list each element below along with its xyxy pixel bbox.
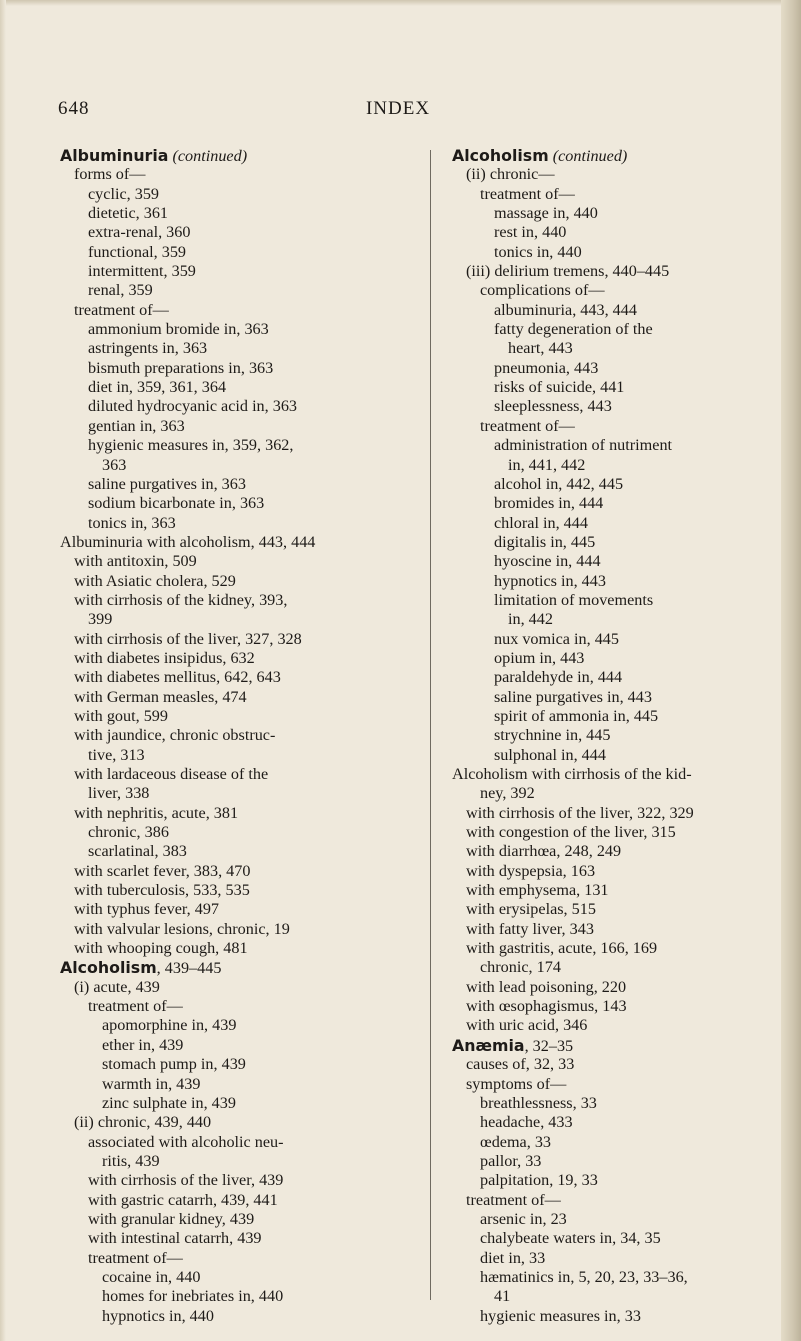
index-entry: tonics in, 440 [494,242,582,261]
index-entry: with typhus fever, 497 [74,900,220,919]
index-entry: with whooping cough, 481 [74,939,248,958]
index-entry: ether in, 439 [102,1035,184,1054]
index-entry: 399 [88,610,113,629]
index-entry: breathlessness, 33 [480,1093,597,1112]
index-entry: headache, 433 [480,1113,573,1132]
index-entry: œdema, 33 [480,1132,552,1151]
index-entry: forms of— [74,165,146,184]
column-divider [430,150,431,1300]
index-entry: saline purgatives in, 443 [494,687,652,706]
index-entry: extra-renal, 360 [88,223,191,242]
index-entry: bismuth preparations in, 363 [88,358,274,377]
index-entry: cyclic, 359 [88,184,160,203]
index-entry: dietetic, 361 [88,204,169,223]
index-entry: albuminuria, 443, 444 [494,300,637,319]
index-entry: with emphysema, 131 [466,881,609,900]
index-entry: (ii) chronic, 439, 440 [74,1113,212,1132]
index-entry: with Asiatic cholera, 529 [74,571,236,590]
page-left-edge [0,0,6,1341]
index-entry: with cirrhosis of the liver, 439 [88,1171,284,1190]
page-number: 648 [58,98,90,119]
index-entry: (ii) chronic— [466,165,555,184]
index-entry: scarlatinal, 383 [88,842,187,861]
index-entry: astringents in, 363 [88,339,208,358]
index-entry: with nephritis, acute, 381 [74,803,239,822]
page-header [58,98,738,122]
index-entry: intermittent, 359 [88,262,196,281]
index-entry: chronic, 174 [480,958,561,977]
index-entry: hyoscine in, 444 [494,552,601,571]
index-entry: with fatty liver, 343 [466,919,594,938]
index-entry: tive, 313 [88,745,145,764]
index-heading: Alcoholism [452,146,549,165]
index-entry: with congestion of the liver, 315 [466,823,676,842]
index-entry: strychnine in, 445 [494,726,611,745]
index-entry: alcohol in, 442, 445 [494,474,624,493]
index-entry: hygienic measures in, 33 [480,1306,641,1325]
index-entry: pneumonia, 443 [494,358,599,377]
index-entry: sulphonal in, 444 [494,745,606,764]
index-entry: in, 441, 442 [508,455,586,474]
index-entry: zinc sulphate in, 439 [102,1093,236,1112]
index-entry: treatment of— [74,300,169,319]
index-entry: pallor, 33 [480,1151,542,1170]
index-entry: 41 [494,1287,511,1306]
running-title: INDEX [365,98,431,119]
index-entry: with granular kidney, 439 [88,1209,255,1228]
index-entry: chronic, 386 [88,823,169,842]
continued-note: (continued) [172,147,248,165]
index-entry: associated with alcoholic neu- [88,1132,284,1151]
index-entry: chalybeate waters in, 34, 35 [480,1229,661,1248]
index-entry: Albuminuria with alcoholism, 443, 444 [60,532,316,551]
index-entry: treatment of— [480,184,575,203]
index-entry: paraldehyde in, 444 [494,668,623,687]
index-entry: hygienic measures in, 359, 362, [88,436,294,455]
index-entry: treatment of— [466,1190,561,1209]
index-entry: renal, 359 [88,281,153,300]
index-entry: palpitation, 19, 33 [480,1171,598,1190]
index-entry: with intestinal catarrh, 439 [88,1229,262,1248]
index-entry: with lardaceous disease of the [74,765,269,783]
index-page-range: , 439–445 [156,959,222,978]
index-entry: heart, 443 [508,339,573,358]
index-entry: with œsophagismus, 143 [466,997,627,1016]
index-heading: Anæmia [452,1035,525,1055]
index-entry: apomorphine in, 439 [102,1016,237,1035]
index-entry: treatment of— [480,416,575,435]
index-entry: sodium bicarbonate in, 363 [88,494,265,513]
index-entry: with diarrhœa, 248, 249 [466,842,622,861]
index-entry: with dyspepsia, 163 [466,861,596,880]
index-entry: arsenic in, 23 [480,1209,567,1228]
index-entry: 363 [102,455,127,474]
index-entry: digitalis in, 445 [494,532,596,551]
index-entry: liver, 338 [88,784,150,803]
index-column-right [452,146,752,1326]
index-entry: with diabetes mellitus, 642, 643 [74,668,281,687]
index-entry: (i) acute, 439 [74,977,160,996]
index-entry: treatment of— [88,997,183,1016]
index-entry: with German measles, 474 [74,687,247,706]
index-entry: hæmatinics in, 5, 20, 23, 33–36, [480,1267,688,1286]
index-entry: with jaundice, chronic obstruc- [74,726,276,745]
index-entry: chloral in, 444 [494,513,588,532]
index-entry: warmth in, 439 [102,1074,201,1093]
index-entry: fatty degeneration of the [494,320,653,339]
index-entry: (iii) delirium tremens, 440–445 [466,262,670,281]
index-entry: rest in, 440 [494,223,567,242]
index-entry: with cirrhosis of the kidney, 393, [74,590,288,609]
index-entry: with diabetes insipidus, 632 [74,648,255,667]
index-entry: stomach pump in, 439 [102,1055,246,1074]
index-entry: symptoms of— [466,1074,567,1093]
index-entry: sleeplessness, 443 [494,397,612,416]
index-entry [60,146,390,165]
index-entry: with scarlet fever, 383, 470 [74,861,251,880]
index-entry [452,146,752,165]
index-entry: complications of— [480,281,605,300]
index-heading: Alcoholism [60,958,157,978]
index-entry: hypnotics in, 440 [102,1306,214,1325]
index-entry: in, 442 [508,610,553,629]
index-entry: with tuberculosis, 533, 535 [74,881,250,900]
index-entry: with valvular lesions, chronic, 19 [74,919,290,938]
index-entry: gentian in, 363 [88,416,185,435]
index-entry: with gastritis, acute, 166, 169 [466,939,658,958]
index-entry: with lead poisoning, 220 [466,977,627,996]
index-entry: administration of nutriment [494,436,673,455]
index-entry: spirit of ammonia in, 445 [494,706,659,725]
index-entry: causes of, 32, 33 [466,1055,575,1074]
index-entry [452,1036,752,1055]
index-entry: nux vomica in, 445 [494,629,619,648]
index-entry: diluted hydrocyanic acid in, 363 [88,397,298,416]
index-entry: cocaine in, 440 [102,1267,201,1286]
continued-note: (continued) [552,147,628,165]
index-entry: diet in, 359, 361, 364 [88,378,227,397]
index-entry [60,958,390,977]
index-entry: risks of suicide, 441 [494,378,625,397]
index-entry: bromides in, 444 [494,494,604,513]
index-entry: with uric acid, 346 [466,1016,588,1035]
index-entry: homes for inebriates in, 440 [102,1287,284,1306]
index-entry: saline purgatives in, 363 [88,474,246,493]
index-entry: with cirrhosis of the liver, 322, 329 [466,803,694,822]
page-right-edge [781,0,801,1341]
index-entry: with gastric catarrh, 439, 441 [88,1190,278,1209]
index-entry: treatment of— [88,1248,183,1267]
index-entry: with cirrhosis of the liver, 327, 328 [74,629,302,648]
index-entry: functional, 359 [88,242,187,261]
index-entry: with gout, 599 [74,706,168,725]
index-entry: Alcoholism with cirrhosis of the kid- [452,765,692,783]
index-entry: ritis, 439 [102,1151,160,1170]
index-column-left [60,146,390,1326]
index-entry: diet in, 33 [480,1248,546,1267]
index-entry: ammonium bromide in, 363 [88,320,269,339]
index-entry: limitation of movements [494,590,654,609]
index-entry: tonics in, 363 [88,513,176,532]
index-entry: ney, 392 [480,784,535,803]
page-top-edge [0,0,801,6]
index-entry: with antitoxin, 509 [74,552,197,571]
index-entry: massage in, 440 [494,204,598,223]
index-entry: with erysipelas, 515 [466,900,596,919]
index-heading: Albuminuria [60,146,169,165]
index-entry: hypnotics in, 443 [494,571,606,590]
index-entry: opium in, 443 [494,648,585,667]
index-page-range: , 32–35 [524,1036,574,1055]
